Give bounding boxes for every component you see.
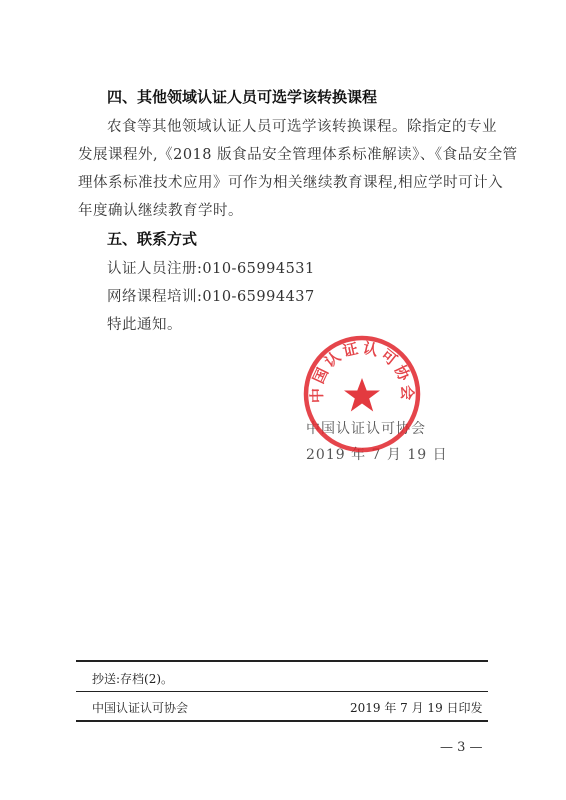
section-4-line-4: 年度确认继续教育学时。 (78, 203, 243, 219)
print-date: 2019 年 7 月 19 日印发 (350, 701, 483, 715)
footer-bottom-rule (76, 720, 488, 722)
signature-org: 中国认证认可协会 (306, 421, 426, 437)
footer-middle-rule (76, 691, 488, 692)
footer-top-rule (76, 660, 488, 662)
closing-notice: 特此通知。 (107, 317, 182, 333)
section-4-heading: 四、其他领域认证人员可选学该转换课程 (107, 88, 378, 106)
section-5-heading: 五、联系方式 (107, 230, 198, 248)
page-number: — 3 — (440, 740, 483, 755)
cc-line: 抄送:存档(2)。 (92, 672, 174, 686)
svg-text:中国认证认可协会: 中国认证认可协会 (307, 338, 417, 404)
section-4-line-2: 发展课程外,《2018 版食品安全管理体系标准解读》、《食品安全管 (78, 147, 518, 163)
contact-registration: 认证人员注册:010-65994531 (107, 261, 315, 277)
section-4-line-1: 农食等其他领域认证人员可选学该转换课程。除指定的专业 (107, 119, 497, 135)
signature-date: 2019 年 7 月 19 日 (306, 447, 448, 463)
contact-training: 网络课程培训:010-65994437 (107, 289, 315, 305)
official-seal (302, 334, 422, 454)
issuer: 中国认证认可协会 (92, 701, 189, 715)
section-4-line-3: 理体系标准技术应用》可作为相关继续教育课程,相应学时可计入 (78, 175, 504, 191)
